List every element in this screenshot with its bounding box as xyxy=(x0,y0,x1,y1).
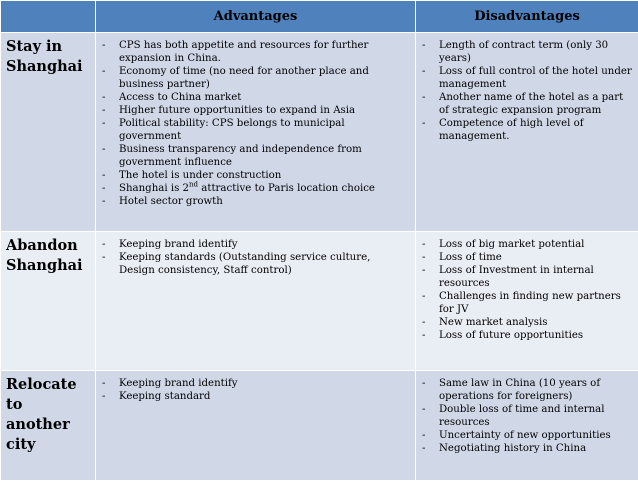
advantage-item xyxy=(96,195,409,208)
header-corner-cell xyxy=(1,1,96,33)
advantage-text: Hotel sector growth xyxy=(119,196,223,207)
disadvantage-text: Another name of the hotel as a part of strategic expansion program xyxy=(439,92,623,116)
bullet-dash-icon: - xyxy=(422,316,425,329)
row-label-abandon-shanghai xyxy=(1,232,96,371)
advantages-list xyxy=(96,232,415,277)
advantage-text: CPS has both appetite and resources for further expansion in China. xyxy=(119,40,368,64)
disadvantages-cell-stay-in-shanghai xyxy=(416,33,638,232)
disadvantage-item xyxy=(416,442,632,455)
disadvantage-item xyxy=(416,290,632,316)
disadvantage-item xyxy=(416,429,632,442)
bullet-dash-icon: - xyxy=(422,251,425,264)
bullet-dash-icon: - xyxy=(102,238,105,251)
advantage-text: Access to China market xyxy=(119,92,241,103)
header-row xyxy=(1,1,638,33)
bullet-dash-icon: - xyxy=(422,290,425,303)
table-row-stay-in-shanghai xyxy=(1,33,638,232)
bullet-dash-icon: - xyxy=(422,429,425,442)
advantage-item xyxy=(96,377,409,390)
advantage-text: Economy of time (no need for another place and business partner) xyxy=(119,66,369,90)
disadvantage-item xyxy=(416,377,632,403)
bullet-dash-icon: - xyxy=(422,442,425,455)
advantages-list xyxy=(96,33,415,208)
bullet-dash-icon: - xyxy=(422,91,425,104)
bullet-dash-icon: - xyxy=(102,65,105,78)
advantage-text: Business transparency and independence from government influence xyxy=(119,144,362,168)
disadvantage-item xyxy=(416,238,632,251)
advantage-text: Political stability: CPS belongs to municipal government xyxy=(119,118,345,142)
disadvantages-cell-abandon-shanghai xyxy=(416,232,638,371)
bullet-dash-icon: - xyxy=(422,403,425,416)
advantage-text: Higher future opportunities to expand in Asia xyxy=(119,105,355,116)
advantage-item xyxy=(96,143,409,169)
bullet-dash-icon: - xyxy=(422,238,425,251)
advantage-text: Keeping standards (Outstanding service culture, Design consistency, Staff control) xyxy=(119,252,370,276)
disadvantages-list xyxy=(416,232,638,342)
bullet-dash-icon: - xyxy=(102,169,105,182)
advantage-item xyxy=(96,251,409,277)
row-label-text: Abandon Shanghai xyxy=(6,236,86,276)
bullet-dash-icon: - xyxy=(102,117,105,130)
disadvantage-item xyxy=(416,403,632,429)
advantage-item xyxy=(96,39,409,65)
bullet-dash-icon: - xyxy=(102,104,105,117)
disadvantage-text: Uncertainty of new opportunities xyxy=(439,430,611,441)
disadvantage-item xyxy=(416,264,632,290)
row-label-text: Stay in Shanghai xyxy=(6,37,86,77)
disadvantage-item xyxy=(416,117,632,143)
disadvantage-text: Competence of high level of management. xyxy=(439,118,584,142)
row-label-stay-in-shanghai xyxy=(1,33,96,232)
row-label-relocate-to-another-city xyxy=(1,371,96,481)
disadvantage-text: Loss of time xyxy=(439,252,502,263)
table-row-abandon-shanghai xyxy=(1,232,638,371)
disadvantages-list xyxy=(416,371,638,455)
bullet-dash-icon: - xyxy=(422,329,425,342)
disadvantage-item xyxy=(416,251,632,264)
disadvantage-item xyxy=(416,65,632,91)
advantage-item xyxy=(96,65,409,91)
advantages-cell-stay-in-shanghai xyxy=(96,33,416,232)
disadvantage-text: Challenges in finding new partners for JV xyxy=(439,291,621,315)
bullet-dash-icon: - xyxy=(102,143,105,156)
advantage-text: Shanghai is 2nd attractive to Paris location choice xyxy=(119,183,375,194)
disadvantage-item xyxy=(416,39,632,65)
advantage-text: Keeping brand identify xyxy=(119,239,238,250)
advantage-item xyxy=(96,169,409,182)
advantage-item xyxy=(96,390,409,403)
advantage-item xyxy=(96,117,409,143)
bullet-dash-icon: - xyxy=(102,39,105,52)
advantage-text: The hotel is under construction xyxy=(119,170,281,181)
advantage-text: Keeping brand identify xyxy=(119,378,238,389)
bullet-dash-icon: - xyxy=(422,377,425,390)
bullet-dash-icon: - xyxy=(102,251,105,264)
advantages-header: Advantages xyxy=(96,1,416,33)
disadvantage-text: Loss of future opportunities xyxy=(439,330,583,341)
bullet-dash-icon: - xyxy=(102,390,105,403)
bullet-dash-icon: - xyxy=(422,264,425,277)
disadvantage-item xyxy=(416,329,632,342)
advantage-item xyxy=(96,104,409,117)
disadvantage-item xyxy=(416,91,632,117)
advantages-list xyxy=(96,371,415,403)
table-row-relocate-to-another-city xyxy=(1,371,638,481)
disadvantage-text: Double loss of time and internal resources xyxy=(439,404,605,428)
bullet-dash-icon: - xyxy=(422,39,425,52)
disadvantage-text: Loss of full control of the hotel under management xyxy=(439,66,632,90)
disadvantage-text: Same law in China (10 years of operations for foreigners) xyxy=(439,378,600,402)
row-label-text: Relocate to another city xyxy=(6,375,86,455)
disadvantages-header: Disadvantages xyxy=(416,1,638,33)
advantages-cell-abandon-shanghai xyxy=(96,232,416,371)
advantage-item xyxy=(96,238,409,251)
bullet-dash-icon: - xyxy=(102,182,105,195)
advantage-item xyxy=(96,91,409,104)
disadvantage-text: Negotiating history in China xyxy=(439,443,586,454)
bullet-dash-icon: - xyxy=(422,65,425,78)
bullet-dash-icon: - xyxy=(102,91,105,104)
disadvantage-item xyxy=(416,316,632,329)
disadvantage-text: Loss of Investment in internal resources xyxy=(439,265,594,289)
bullet-dash-icon: - xyxy=(102,377,105,390)
disadvantage-text: New market analysis xyxy=(439,317,547,328)
advantage-text: Keeping standard xyxy=(119,391,210,402)
disadvantages-cell-relocate-to-another-city xyxy=(416,371,638,481)
disadvantages-list xyxy=(416,33,638,143)
bullet-dash-icon: - xyxy=(102,195,105,208)
advantages-cell-relocate-to-another-city xyxy=(96,371,416,481)
disadvantage-text: Length of contract term (only 30 years) xyxy=(439,40,608,64)
bullet-dash-icon: - xyxy=(422,117,425,130)
disadvantage-text: Loss of big market potential xyxy=(439,239,584,250)
advantage-item xyxy=(96,182,409,195)
